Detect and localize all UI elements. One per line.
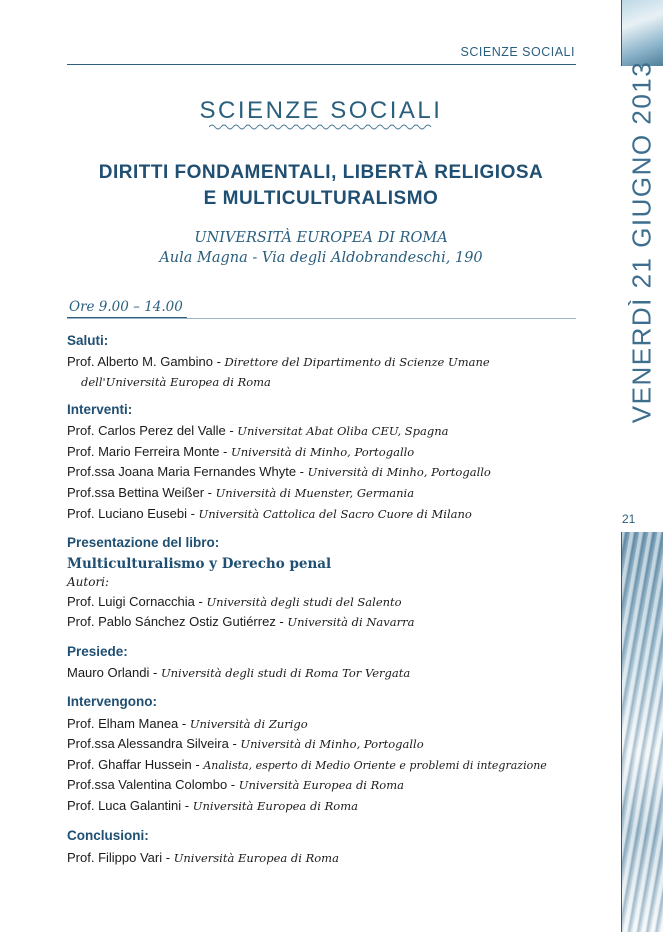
speaker-name: Prof.ssa Bettina Weißer <box>67 485 205 500</box>
speaker-affiliation: Università Europea di Roma <box>238 778 404 792</box>
conclusioni-heading: Conclusioni: <box>67 828 149 843</box>
book-title: Multiculturalismo y Derecho penal <box>67 556 332 572</box>
speaker-name: Prof. Luigi Cornacchia <box>67 594 195 609</box>
presentazione-heading: Presentazione del libro: <box>67 535 220 550</box>
running-header: SCIENZE SOCIALI <box>460 45 575 59</box>
interventi-item: Prof. Luciano Eusebi - Università Cattolica del Sacro Cuore di Milano <box>67 506 472 521</box>
sidebar-divider-bottom <box>621 532 622 932</box>
saluti-speaker: Prof. Alberto M. Gambino - Direttore del Dipartimento di Scienze Umane <box>67 354 490 369</box>
speaker-affiliation: Università di Navarra <box>287 615 415 629</box>
speaker-affiliation: Università degli studi del Salento <box>206 595 402 609</box>
speaker-affiliation: Universitat Abat Oliba CEU, Spagna <box>237 424 449 438</box>
speaker-name: Prof.ssa Joana Maria Fernandes Whyte <box>67 464 297 479</box>
speaker-affiliation: Analista, esperto di Medio Oriente e problemi di integrazione <box>203 759 547 772</box>
speaker-name: Prof. Pablo Sánchez Ostiz Gutiérrez <box>67 614 276 629</box>
event-title-line2: E MULTICULTURALISMO <box>203 188 439 209</box>
saluti-affiliation-cont <box>81 374 271 389</box>
author-item: Prof. Luigi Cornacchia - Università degli studi del Salento <box>67 594 402 609</box>
sidebar-divider-top <box>621 0 622 66</box>
intervengono-item: Prof. Luca Galantini - Università Europea di Roma <box>67 798 358 813</box>
speaker-affiliation: Università Europea di Roma <box>192 799 358 813</box>
speaker-affiliation: Università di Minho, Portogallo <box>307 465 491 479</box>
intervengono-item: Prof. Ghaffar Hussein - Analista, esperto di Medio Oriente e problemi di integrazione <box>67 757 547 772</box>
event-title-line1: DIRITTI FONDAMENTALI, LIBERTÀ RELIGIOSA <box>98 162 544 183</box>
section-title: SCIENZE SOCIALI <box>199 97 443 124</box>
event-title <box>0 160 642 212</box>
time-rule <box>67 318 576 319</box>
intervengono-item: Prof.ssa Alessandra Silveira - Università di Minho, Portogallo <box>67 736 424 751</box>
speaker-name: Prof. Mario Ferreira Monte <box>67 444 220 459</box>
wave-ornament <box>209 123 434 131</box>
conclusioni-item: Prof. Filippo Vari - Università Europea di Roma <box>67 850 339 865</box>
speaker-affiliation: Università degli studi di Roma Tor Vergata <box>160 666 411 680</box>
speaker-name: Prof.ssa Valentina Colombo <box>67 777 228 792</box>
presiede-item: Mauro Orlandi - Università degli studi di Roma Tor Vergata <box>67 665 411 680</box>
saluti-heading: Saluti: <box>67 333 109 348</box>
speaker-affiliation: Università di Muenster, Germania <box>215 486 415 500</box>
speaker-affiliation-cont: dell'Università Europea di Roma <box>81 375 271 389</box>
interventi-item: Prof. Carlos Perez del Valle - Universitat Abat Oliba CEU, Spagna <box>67 423 449 438</box>
presiede-heading: Presiede: <box>67 644 128 659</box>
intervengono-item: Prof. Elham Manea - Università di Zurigo <box>67 716 308 731</box>
authors-label: Autori: <box>67 575 110 589</box>
speaker-affiliation: Università Europea di Roma <box>173 851 339 865</box>
interventi-item: Prof.ssa Joana Maria Fernandes Whyte - Università di Minho, Portogallo <box>67 464 491 479</box>
speaker-name: Prof. Ghaffar Hussein <box>67 757 192 772</box>
sidebar-photo-column <box>621 532 663 932</box>
speaker-name: Prof. Carlos Perez del Valle <box>67 423 226 438</box>
intervengono-item: Prof.ssa Valentina Colombo - Università Europea di Roma <box>67 777 404 792</box>
sidebar-date: VENERDÌ 21 GIUGNO 2013 <box>626 60 657 424</box>
intervengono-heading: Intervengono: <box>67 694 157 709</box>
speaker-name: Prof.ssa Alessandra Silveira <box>67 736 229 751</box>
speaker-name: Prof. Alberto M. Gambino <box>67 354 213 369</box>
speaker-affiliation: Università di Zurigo <box>189 717 308 731</box>
speaker-affiliation: Università di Minho, Portogallo <box>240 737 424 751</box>
speaker-name: Prof. Elham Manea <box>67 716 179 731</box>
sidebar-photo-top <box>621 0 663 66</box>
interventi-heading: Interventi: <box>67 402 133 417</box>
time-slot: Ore 9.00 – 14.00 <box>67 298 187 318</box>
interventi-item: Prof.ssa Bettina Weißer - Università di Muenster, Germania <box>67 485 415 500</box>
speaker-affiliation: Università Cattolica del Sacro Cuore di Milano <box>198 507 472 521</box>
interventi-item: Prof. Mario Ferreira Monte - Università di Minho, Portogallo <box>67 444 415 459</box>
speaker-name: Prof. Filippo Vari <box>67 850 163 865</box>
speaker-affiliation: Università di Minho, Portogallo <box>231 445 415 459</box>
venue-address: Aula Magna - Via degli Aldobrandeschi, 190 <box>159 250 483 266</box>
venue-name: UNIVERSITÀ EUROPEA DI ROMA <box>194 230 448 246</box>
speaker-affiliation: Direttore del Dipartimento di Scienze Umane <box>224 355 490 369</box>
header-rule <box>67 64 576 65</box>
speaker-name: Prof. Luciano Eusebi <box>67 506 187 521</box>
speaker-name: Prof. Luca Galantini <box>67 798 182 813</box>
author-item: Prof. Pablo Sánchez Ostiz Gutiérrez - Università di Navarra <box>67 614 415 629</box>
speaker-name: Mauro Orlandi <box>67 665 150 680</box>
page-number: 21 <box>622 512 636 526</box>
